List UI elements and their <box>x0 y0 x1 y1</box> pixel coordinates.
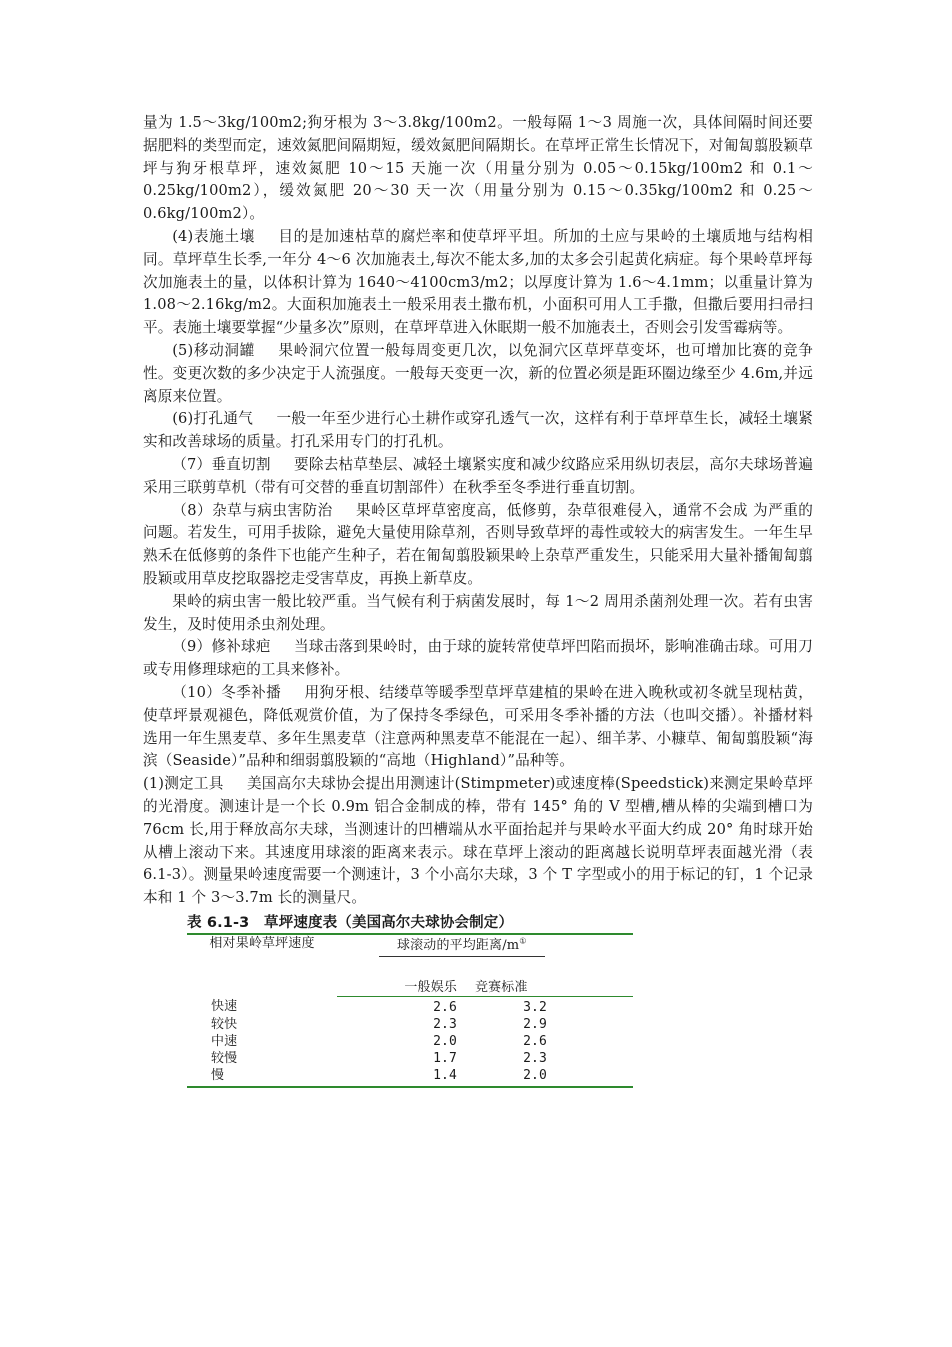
table-cell-tournament: 2.6 <box>523 1033 547 1049</box>
paragraph-text: 果岭洞穴位置一般每周变更几次，以免洞穴区草坪草变坏，也可增加比赛的竞争性。变更次数的多少决定于人流强度。一般每天变更一次，新的位置必须是距环圈边缘至少 4.6m,并远离原来位置。 <box>143 341 813 405</box>
table-row <box>187 1033 633 1050</box>
table-cell-label: 快速 <box>211 999 238 1015</box>
paragraph-text: 果岭区草坪草密度高，低修剪，杂草很难侵入，通常不会成 为严重的问题。若发生，可用手拔除，避免大量使用除草剂，否则导致草坪的毒性或较大的病害发生。一年生早熟禾在低修剪的条件下也能产生种子，若在匍匐翦股颖果岭上杂草严重发生，只能采用大量补播匍匐翦股颖或用草皮挖取器挖走受害草皮，再换上新草皮。 <box>143 501 814 587</box>
table-header-speed-text: 相对果岭草坪速度 <box>209 935 315 951</box>
table-subheader-tournament <box>457 957 633 997</box>
table-subheader-casual-text: 一般娱乐 <box>404 979 457 995</box>
paragraph-text: 用狗牙根、结缕草等暖季型草坪草建植的果岭在进入晚秋或初冬就呈现枯黄，使草坪景观褪色，降低观赏价值，为了保持冬季绿色，可采用冬季补播的方法（也叫交播）。补播材料选用一年生黑麦草、多年生黑麦草（注意两种黑麦草不能混在一起）、细羊茅、小糠草、匍匐翦股颖“海滨（Seaside）”品种和细弱翦股颖的“高地（Highland）”品种等。 <box>143 683 813 770</box>
table-cell-casual: 2.6 <box>433 999 457 1015</box>
paragraph-text: 当球击落到果岭时，由于球的旋转常使草坪凹陷而损坏，影响准确击球。可用刀或专用修理球疤的工具来修补。 <box>143 638 813 679</box>
section-heading: (6)打孔通气 <box>172 410 254 428</box>
paragraph-vertical-cutting <box>143 454 813 500</box>
paragraph-overseeding <box>143 682 813 773</box>
table-group-header-text: 球滚动的平均距离/m <box>397 937 520 953</box>
paragraph-text: 美国高尔夫球协会提出用测速计(Stimpmeter)或速度棒(Speedstick)来测定果岭草坪的光滑度。测速计是一个长 0.9m 铝合金制成的棒，带有 145° 角的 V 型槽,槽从棒的尖端到槽口为 76cm 长,用于释放高尔夫球，当测速计的凹槽端从水平面抬起并与果岭水平面大约成 20° 角时球开始从槽上滚动下来。其速度用球滚的距离来表示。球在草坪上滚动的距离越长说明草坪表面越光滑（表 6.1-3）。测量果岭速度需要一个测速计，3 个小高尔夫球，3 个 T 字型或小的用于标记的钉，1 个记录本和 1 个 3～3.7m 长的测量尺。 <box>143 775 813 907</box>
paragraph-ball-marks <box>143 636 813 682</box>
table-cell-casual: 1.4 <box>337 1067 457 1087</box>
table-row <box>187 996 633 1016</box>
section-heading: (4)表施土壤 <box>172 227 256 245</box>
table-cell-tournament: 2.9 <box>523 1016 547 1032</box>
table-cell-casual: 2.0 <box>433 1033 457 1049</box>
footnote-mark: ① <box>519 936 527 946</box>
paragraph-fertilizer-rates <box>143 112 813 226</box>
paragraph-text: 果岭的病虫害一般比较严重。当气候有利于病菌发展时，每 1～2 周用杀菌剂处理一次。若有虫害发生，及时使用杀虫剂处理。 <box>143 592 813 633</box>
paragraph-weed-control <box>143 500 813 591</box>
table-cell-tournament: 2.0 <box>457 1067 633 1087</box>
table-cell-label: 中速 <box>211 1033 238 1049</box>
section-heading: （10）冬季补播 <box>172 683 282 701</box>
table-cell-tournament: 3.2 <box>523 999 547 1015</box>
table-cell-label: 较慢 <box>211 1050 238 1066</box>
table-cell-tournament: 2.3 <box>523 1050 547 1066</box>
paragraph-pest-control <box>143 591 813 637</box>
section-heading: （8）杂草与病虫害防治 <box>172 501 333 519</box>
table-cell-casual: 2.3 <box>433 1016 457 1032</box>
paragraph-aeration <box>143 408 813 454</box>
paragraph-measuring-tool <box>143 773 813 910</box>
table-cell-label: 较快 <box>211 1016 238 1032</box>
paragraph-text: 一般一年至少进行心土耕作或穿孔透气一次，这样有利于草坪草生长，减轻土壤紧实和改善球场的质量。打孔采用专门的打孔机。 <box>143 410 813 451</box>
table-row <box>187 1067 633 1087</box>
paragraph-text: 目的是加速枯草的腐烂率和使草坪平坦。所加的土应与果岭的土壤质地与结构相同。草坪草生长季,一年分 4～6 次加施表土,每次不能太多,加的太多会引起黄化病症。每个果岭草坪每次加施表土的量，以体积计算为 1640～4100cm3/m2；以厚度计算为 1.6～4.1mm；以重量计算为 1.08～2.16kg/m2。大面积加施表土一般采用表土撒布机，小面积可用人工手撒，但撒后要用扫帚扫平。表施土壤要掌握“少量多次”原则，在草坪草进入休眠期一般不加施表土，否则会引发雪霉病等。 <box>143 227 813 337</box>
table-group-header-underline <box>379 937 545 957</box>
table-title: 表 6.1-3 草坪速度表（美国高尔夫球协会制定） <box>187 914 514 931</box>
paragraph-move-hole <box>143 340 813 408</box>
paragraph-text: 量为 1.5～3kg/100m2;狗牙根为 3～3.8kg/100m2。一般每隔 1～3 周施一次，具体间隔时间还要据肥料的类型而定，速效氮肥间隔期短，缓效氮肥间隔期长。在草坪正常生长情况下，对匍匐翦股颖草坪与狗牙根草坪，速效氮肥 10～15 天施一次（用量分别为 0.05～0.15kg/100m2 和 0.1～0.25kg/100m2），缓效氮肥 20～30 天一次（用量分别为 0.15～0.35kg/100m2 和 0.25～0.6kg/100m2）。 <box>143 114 813 223</box>
table-subheader-casual <box>337 957 457 997</box>
table-row <box>187 1050 633 1067</box>
table-cell-casual: 1.7 <box>433 1050 457 1066</box>
speed-table <box>187 933 633 1088</box>
paragraph-topdressing <box>143 226 813 340</box>
document-page <box>143 112 813 1088</box>
section-heading: （7）垂直切割 <box>172 455 271 473</box>
table-subheader-tournament-text: 竞赛标准 <box>475 979 528 995</box>
section-heading: （9）修补球疤 <box>172 638 271 656</box>
section-heading: (1)测定工具 <box>143 775 224 793</box>
paragraph-text: 要除去枯草垫层、减轻土壤紧实度和减少纹路应采用纵切表层，高尔夫球场普遍采用三联剪草机（带有可交替的垂直切割部件）在秋季至冬季进行垂直切割。 <box>143 455 813 496</box>
table-row <box>187 1016 633 1033</box>
table-cell-label: 慢 <box>187 1067 337 1087</box>
table-header-speed <box>187 934 337 997</box>
table-group-header <box>337 934 633 957</box>
section-heading: (5)移动洞罐 <box>172 341 256 359</box>
